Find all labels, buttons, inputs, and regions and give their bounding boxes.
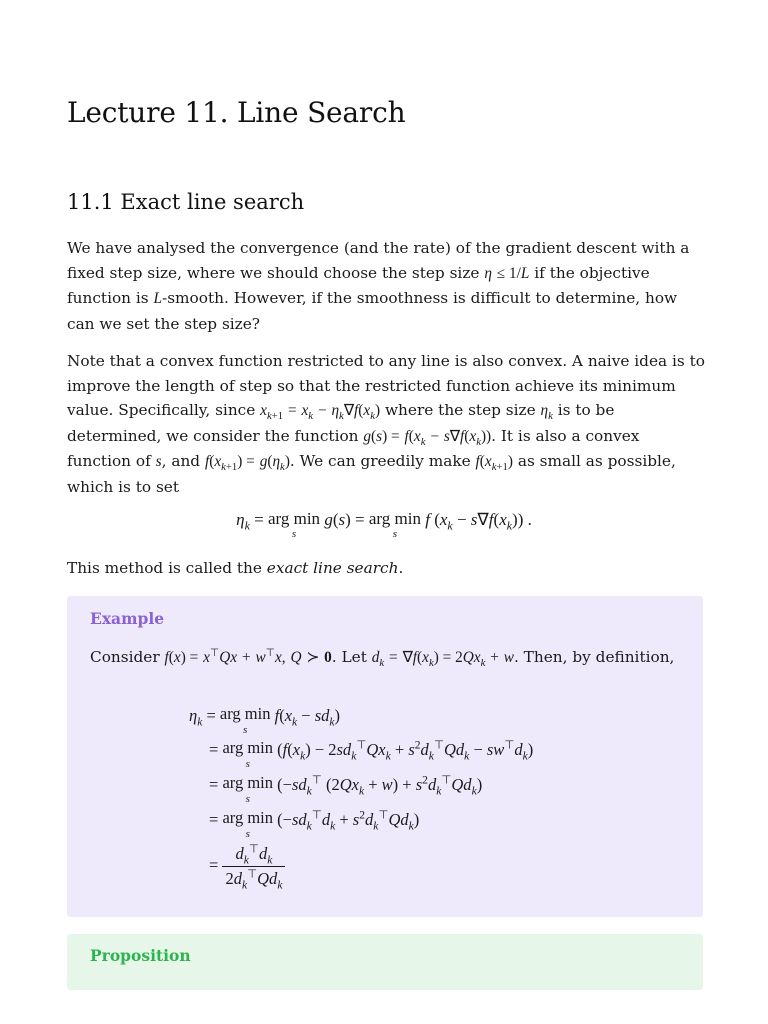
proposition-title: Proposition — [90, 946, 191, 965]
derivation-line-2: = arg min s $(f(x_k) - 2sd_k^⊤Qx_k + s^2d_k^⊤Qd_k - sw^⊤d_k)$ — [209, 738, 534, 770]
paragraph-intro: We have analysed the convergence (and the rate) of the gradient descent with a fixed step size, where we should choose the step size η ≤ 1/L if the objective function is L-smooth. However, if the smoothness is difficult to determine, how can we set the step size? — [67, 239, 690, 333]
example-text: Consider f(x) = x⊤Qx + w⊤x, Q ≻ 0. Let $d_k = \nabla f(x_k) = 2Qx_k + w$. Then, by definition, — [90, 646, 675, 670]
derivation-line-5: = $\frac{d_k^⊤d_k}{2d_k^⊤Qd_k}$ — [209, 844, 285, 889]
example-box — [67, 596, 703, 917]
proposition-box — [67, 934, 703, 990]
lecture-title: Lecture 11. Line Search — [67, 96, 406, 129]
derivation-line-3: = arg min s ($-sd_k^⊤$ $(2Qx_k + w) + s^2d_k^⊤Qd_k$) — [209, 773, 483, 805]
equation-eta: $\eta_k$ = arg min s g(s) = arg min s f $(x_k - s\nabla f(x_k))$ . — [236, 509, 532, 540]
derivation-line-1: $\eta_k$ = arg min s $f(x_k - sd_k)$ — [189, 704, 341, 736]
example-title: Example — [90, 609, 165, 628]
paragraph-method: This method is called the exact line search. — [67, 559, 404, 577]
paragraph-idea: Note that a convex function restricted to any line is also convex. A naive idea is to improve the length of step so that the restricted function achieve its minimum value. Specifically, since $x_{k+1} = x_k - \eta_k\nabla f(x_k)$ where the step size $\eta_k$ is to be determined, we consider the function $g(s) = f(x_k - s\nabla f(x_k))$. It is also a convex function of s, and $f(x_{k+1}) = g(\eta_k)$. We can greedily make $f(x_{k+1})$ as small as possible, which is to set — [67, 352, 705, 496]
derivation-line-4: = arg min s $(-sd_k^⊤d_k + s^2d_k^⊤Qd_k)$ — [209, 808, 420, 840]
section-heading: 11.1 Exact line search — [67, 190, 305, 214]
